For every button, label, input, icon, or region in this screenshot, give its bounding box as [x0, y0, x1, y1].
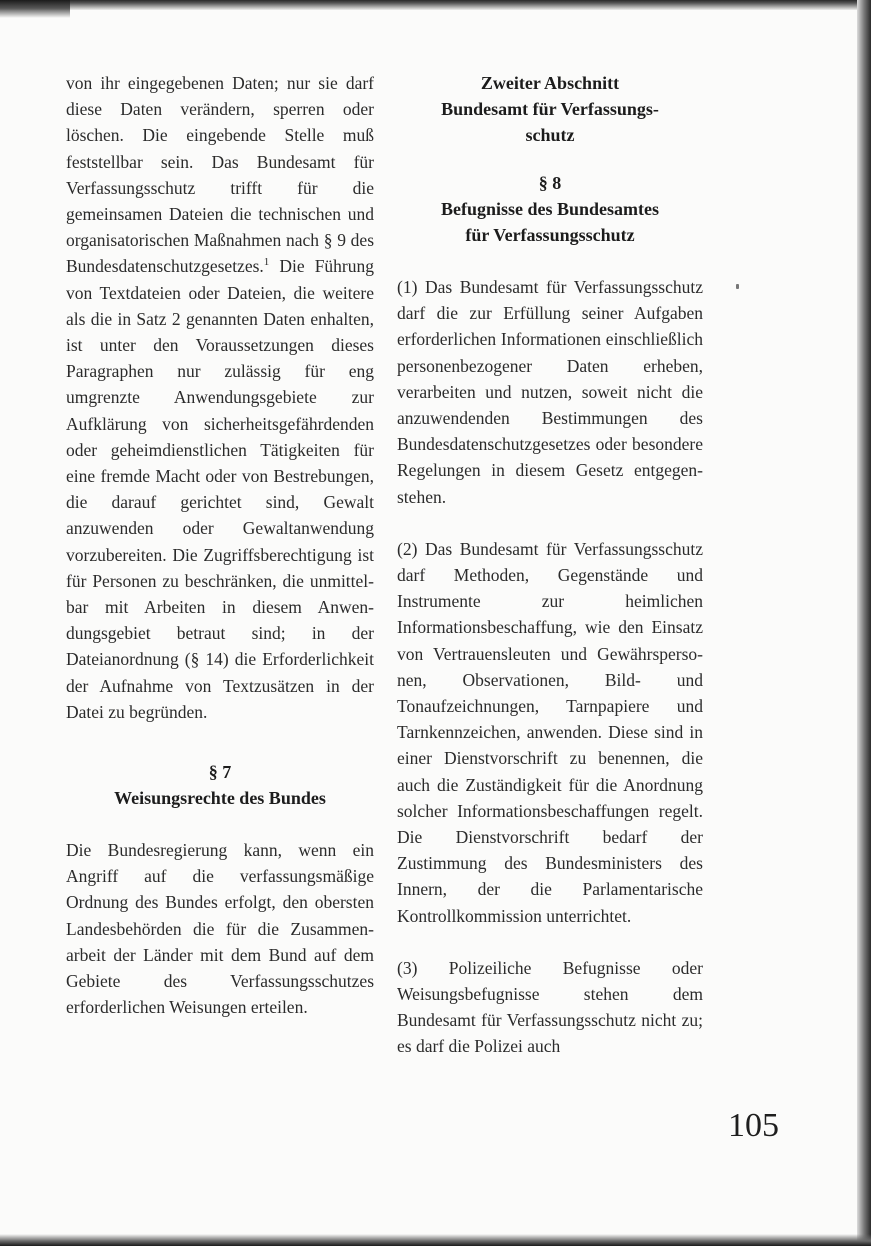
section-7-text: Die Bundesregierung kann, wenn ein Angriff auf die verfassungsmäßige Ordnung des Bundes erfolgt, den obersten Landesbehörden die für die Zusammenarbeit der Länder mit dem Bund auf dem Gebiete des Verfassungsschutzes erforderlichen Weisungen erteilen. — [66, 840, 374, 1018]
left-column — [66, 70, 374, 1021]
scan-edge-bottom — [0, 1234, 871, 1246]
scan-speck — [736, 284, 739, 289]
right-column — [397, 70, 703, 1060]
section-8-paragraph-1: (1) Das Bundesamt für Verfassungsschutz darf die zur Erfüllung seiner Aufgaben erforderlichen Informationen einschließlich personenbezogener Daten erheben, verarbeiten und nutzen, soweit nicht die anzuwendenden Bestimmungen des Bundesdatenschutzgesetzes oder besondere Regelungen in diesem Gesetz entgegenstehen. — [397, 277, 703, 507]
chapter-heading-line-3: schutz — [525, 125, 575, 145]
section-7-number: § 7 — [208, 762, 232, 783]
footnote-mark: 1 — [263, 256, 270, 269]
left-paragraph-text: von ihr eingegebenen Daten; nur sie darf diese Daten verändern, sperren oder löschen. Die eingebende Stelle muß feststellbar sein. Das Bundesamt für Verfassungsschutz trifft für die gemeinsamen Dateien die technischen und organisatorischen Maßnahmen nach § 9 des Bundesdatenschutzgesetzes. — [66, 73, 374, 277]
left-paragraph-continued: Die Führung von Textdateien oder Dateien, die weitere als die in Satz 2 genannten Daten enhalten, ist unter den Voraussetzungen dieses Paragraphen nur zulässig für eng umgrenzte Anwendungsgebiete zur Aufklärung von sicherheitsgefährdenden oder geheimdienstlichen Tätigkeiten für eine fremde Macht oder von Bestrebungen, die darauf gerichtet sind, Gewalt anzuwenden oder Gewaltanwendung vorzubereiten. Die Zugriffsberechtigung ist für Personen zu beschränken, die unmittelbar mit Arbeiten in diesem Anwendungsgebiet betraut sind; in der Dateianordnung (§ 14) die Erforderlichkeit der Aufnahme von Textzusätzen in der Datei zu begründen. — [66, 256, 374, 722]
chapter-heading-line-1: Zweiter Abschnitt — [480, 73, 620, 93]
section-8-paragraph-2: (2) Das Bundesamt für Verfassungsschutz darf Methoden, Gegenstände und Instrumente zur heimlichen Informationsbeschaffung, wie den Einsatz von Vertrauensleuten und Gewährspersonen, Observationen, Bild- und Tonaufzeichnungen, Tarnpapiere und Tarnkennzeichen, anwenden. Diese sind in einer Dienstvorschrift zu benennen, die auch die Zuständigkeit für die Anordnung solcher Informationsbeschaffungen regelt. Die Dienstvorschrift bedarf der Zustimmung des Bundesministers des Innern, der die Parlamentarische Kontrollkommission unterrichtet. — [397, 538, 703, 926]
page-number: 105 — [728, 1107, 779, 1144]
section-8-paragraph-3: (3) Polizeiliche Befugnisse oder Weisungsbefugnisse stehen dem Bundesamt für Verfassungsschutz nicht zu; es darf die Polizei auch — [397, 957, 703, 1057]
section-8-title-line-2: für Verfassungsschutz — [465, 225, 635, 245]
scan-edge-top — [0, 0, 871, 10]
left-paragraph — [66, 70, 374, 725]
section-7-title: Weisungsrechte des Bundes — [114, 788, 326, 809]
scan-edge-corner — [0, 0, 70, 18]
scan-edge-right — [857, 0, 871, 1246]
section-8-title-line-1: Befugnisse des Bundesamtes — [440, 199, 660, 219]
chapter-heading-line-2: Bundesamt für Verfassungs- — [441, 99, 659, 119]
section-8-number: § 8 — [538, 173, 562, 193]
